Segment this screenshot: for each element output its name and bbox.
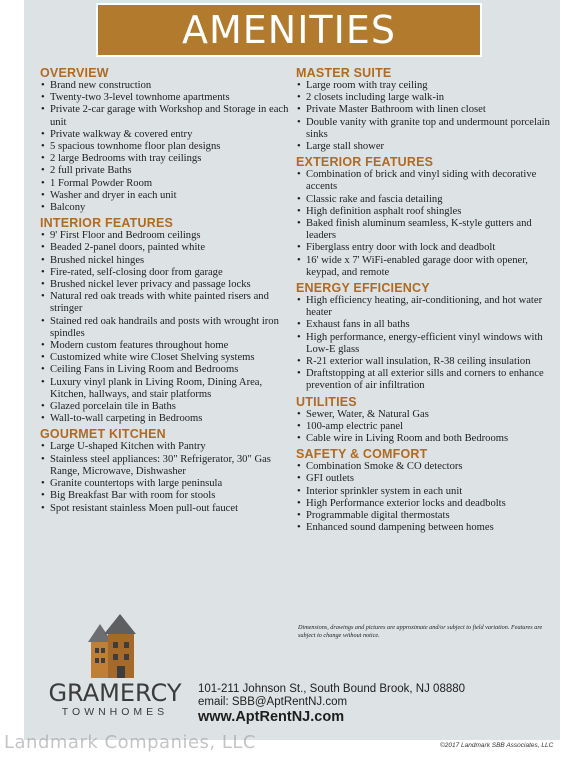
- list-item: • Beaded 2-panel doors, painted white: [40, 242, 290, 254]
- list-item: • Exhaust fans in all baths: [296, 319, 558, 331]
- list-item: • 9' First Floor and Bedroom ceilings: [40, 230, 290, 242]
- list-item: • Private 2-car garage with Workshop and Storage in each unit: [40, 104, 290, 128]
- list-item: • High Performance exterior locks and deadbolts: [296, 498, 558, 510]
- list-item: • GFI outlets: [296, 473, 558, 485]
- list-item: • Fiberglass entry door with lock and deadbolt: [296, 242, 558, 254]
- list-item: • Big Breakfast Bar with room for stools: [40, 490, 290, 502]
- right-column: [296, 64, 558, 535]
- list-item: • Baked finish aluminum seamless, K-style gutters and leaders: [296, 218, 558, 242]
- brand-logo: [40, 680, 190, 718]
- list-item: • Draftstopping at all exterior sills and corners to enhance prevention of air infiltration: [296, 368, 558, 392]
- page-title: AMENITIES: [182, 8, 396, 52]
- list-item: • 2 closets including large walk-in: [296, 92, 558, 104]
- safety-list: [296, 461, 558, 534]
- website-link[interactable]: www.AptRentNJ.com: [198, 709, 345, 725]
- list-item: • Stained red oak handrails and posts with wrought iron spindles: [40, 316, 290, 340]
- utilities-list: [296, 409, 558, 446]
- list-item: • Granite countertops with large peninsula: [40, 478, 290, 490]
- list-item: • Classic rake and fascia detailing: [296, 194, 558, 206]
- list-item: • High performance, energy-efficient vinyl windows with Low-E glass: [296, 332, 558, 356]
- list-item: • Large U-shaped Kitchen with Pantry: [40, 441, 290, 453]
- list-item: • Combination Smoke & CO detectors: [296, 461, 558, 473]
- energy-list: [296, 295, 558, 393]
- brand-subtitle: TOWNHOMES: [61, 706, 169, 718]
- list-item: • Wall-to-wall carpeting in Bedrooms: [40, 413, 290, 425]
- section-title-safety: SAFETY & COMFORT: [296, 447, 428, 462]
- list-item: • Luxury vinyl plank in Living Room, Dining Area, Kitchen, hallways, and stair platforms: [40, 377, 290, 401]
- kitchen-list: [40, 441, 290, 514]
- email-line[interactable]: email: SBB@AptRentNJ.com: [198, 696, 348, 708]
- list-item: • Glazed porcelain tile in Baths: [40, 401, 290, 413]
- list-item: • 5 spacious townhome floor plan designs: [40, 141, 290, 153]
- section-title-exterior: EXTERIOR FEATURES: [296, 155, 434, 170]
- list-item: • Fire-rated, self-closing door from garage: [40, 267, 290, 279]
- list-item: • Spot resistant stainless Moen pull-out faucet: [40, 503, 290, 515]
- list-item: • 2 full private Baths: [40, 165, 290, 177]
- list-item: • Double vanity with granite top and undermount porcelain sinks: [296, 117, 558, 141]
- brand-name: GRAMERCY: [48, 679, 182, 707]
- list-item: • Combination of brick and vinyl siding with decorative accents: [296, 169, 558, 193]
- list-item: • 100-amp electric panel: [296, 421, 558, 433]
- list-item: • Stainless steel appliances: 30" Refrigerator, 30" Gas Range, Microwave, Dishwasher: [40, 454, 290, 478]
- list-item: • Brushed nickel hinges: [40, 255, 290, 267]
- copyright-text: ©2017 Landmark SBB Associates, LLC: [440, 742, 554, 749]
- list-item: • High definition asphalt roof shingles: [296, 206, 558, 218]
- list-item: • Enhanced sound dampening between homes: [296, 522, 558, 534]
- list-item: • 2 large Bedrooms with tray ceilings: [40, 153, 290, 165]
- address-line: 101-211 Johnson St., South Bound Brook, NJ 08880: [198, 683, 466, 695]
- list-item: • Private walkway & covered entry: [40, 129, 290, 141]
- section-title-master: MASTER SUITE: [296, 66, 392, 80]
- left-column: [40, 64, 290, 515]
- list-item: • Brand new construction: [40, 80, 290, 92]
- list-item: • Cable wire in Living Room and both Bedrooms: [296, 433, 558, 445]
- list-item: • 1 Formal Powder Room: [40, 178, 290, 190]
- list-item: • Large room with tray ceiling: [296, 80, 558, 92]
- section-title-utilities: UTILITIES: [296, 394, 357, 409]
- title-banner: [96, 3, 482, 57]
- list-item: • Private Master Bathroom with linen closet: [296, 104, 558, 116]
- list-item: • 16' wide x 7' WiFi-enabled garage door with opener, keypad, and remote: [296, 255, 558, 279]
- list-item: • High efficiency heating, air-conditioning, and hot water heater: [296, 295, 558, 319]
- list-item: • Washer and dryer in each unit: [40, 190, 290, 202]
- list-item: • Balcony: [40, 202, 290, 214]
- list-item: • Sewer, Water, & Natural Gas: [296, 409, 558, 421]
- townhouse-logo-icon: [86, 612, 142, 680]
- section-title-interior: INTERIOR FEATURES: [40, 216, 174, 231]
- overview-list: [40, 80, 290, 214]
- list-item: • Ceiling Fans in Living Room and Bedrooms: [40, 364, 290, 376]
- contact-block: [198, 683, 498, 726]
- exterior-list: [296, 169, 558, 279]
- section-title-overview: OVERVIEW: [40, 66, 109, 80]
- list-item: • Interior sprinkler system in each unit: [296, 486, 558, 498]
- interior-list: [40, 230, 290, 425]
- list-item: • Modern custom features throughout home: [40, 340, 290, 352]
- list-item: • Large stall shower: [296, 141, 558, 153]
- list-item: • Natural red oak treads with white painted risers and stringer: [40, 291, 290, 315]
- list-item: • Customized white wire Closet Shelving systems: [40, 352, 290, 364]
- list-item: • Twenty-two 3-level townhome apartments: [40, 92, 290, 104]
- section-title-kitchen: GOURMET KITCHEN: [40, 427, 166, 442]
- list-item: • Brushed nickel lever privacy and passage locks: [40, 279, 290, 291]
- master-list: [296, 80, 558, 153]
- list-item: • Programmable digital thermostats: [296, 510, 558, 522]
- section-title-energy: ENERGY EFFICIENCY: [296, 281, 430, 296]
- list-item: • R-21 exterior wall insulation, R-38 ceiling insulation: [296, 356, 558, 368]
- watermark-text: Landmark Companies, LLC: [4, 732, 257, 753]
- disclaimer-note: Dimensions, drawings and pictures are approximate and/or subject to field variation. Features are subject to change without notice.: [298, 624, 543, 639]
